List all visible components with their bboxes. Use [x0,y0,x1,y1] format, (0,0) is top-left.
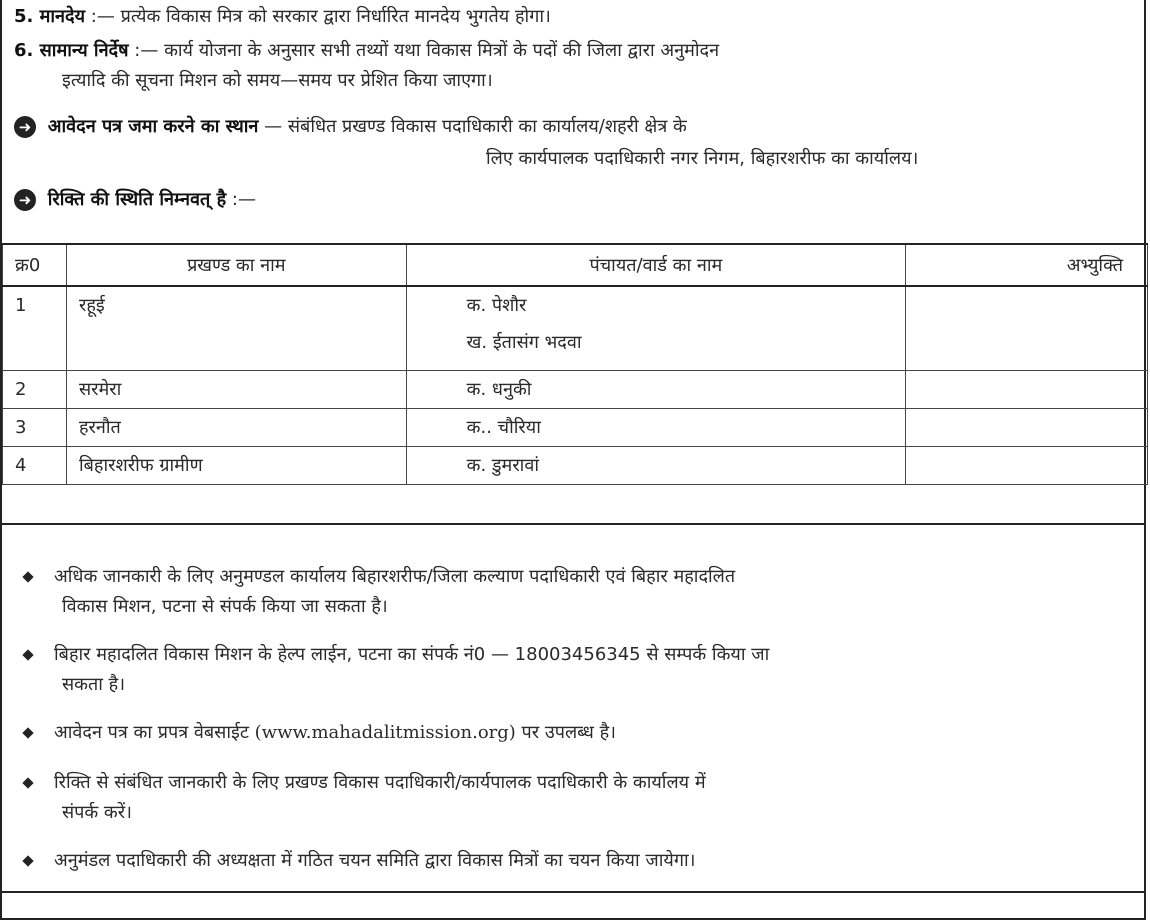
row-remark [906,286,1148,370]
note-helpline [24,642,769,668]
panchayat-item: क.. चौरिया [466,416,541,438]
section-6-text-line1: कार्य योजना के अनुसार सभी तथ्यों यथा विकास मित्रों के पदों की जिला द्वारा अनुमोदन [164,40,720,61]
row-block: सरमेरा [66,370,406,408]
header-remark: अभ्युक्ति [906,244,1148,286]
section-6-text-line2: इत्यादि की सूचना मिशन को समय—समय पर प्रेशित किया जाएगा। [62,70,493,91]
row-serial: 2 [3,370,67,408]
note-more-info [24,564,735,590]
row-serial: 1 [3,286,67,370]
section-6-instructions [14,38,719,64]
section-6-label: 6. सामान्य निर्देष [14,40,129,61]
note-4-line1: रिक्ति से संबंधित जानकारी के लिए प्रखण्ड विकास पदाधिकारी/कार्यपालक पदाधिकारी के कार्यालय में [54,772,706,793]
panchayat-item: क. पेशौर [466,295,527,316]
submission-text-line1: संबंधित प्रखण्ड विकास पदाधिकारी का कार्यालय/शहरी क्षेत्र के [287,116,687,137]
diamond-bullet-icon [22,777,33,788]
row-panchayats [406,408,906,446]
submission-label: आवेदन पत्र जमा करने का स्थान [47,116,259,137]
row-serial: 4 [3,446,67,484]
section-5-separator: :— [90,6,115,27]
table-row [3,370,1148,408]
note-2-line2: सकता है। [62,674,126,695]
section-6-separator: :— [134,40,159,61]
row-remark [906,446,1148,484]
note-selection [24,848,695,874]
row-block: रहूई [66,286,406,370]
note-vacancy-info [24,770,706,796]
panchayat-item: क. धनुकी [466,378,532,400]
row-panchayats [406,370,906,408]
row-remark [906,408,1148,446]
row-block: हरनौत [66,408,406,446]
section-5-honorarium [14,4,551,30]
note-1-line1: अधिक जानकारी के लिए अनुमण्डल कार्यालय बिहारशरीफ/जिला कल्याण पदाधिकारी एवं बिहार महादलित [54,566,736,587]
vacancy-heading-separator: :— [231,189,256,210]
submission-separator: — [264,116,283,137]
row-remark [906,370,1148,408]
arrow-left-icon: ➜ [14,189,36,211]
note-1-line2: विकास मिशन, पटना से संपर्क किया जा सकता है। [62,596,388,617]
submission-place [14,114,687,140]
note-2-line1: बिहार महादलित विकास मिशन के हेल्प लाईन, पटना का संपर्क नं0 — 18003456345 से सम्पर्क किया जा [54,644,770,665]
vacancy-heading-label: रिक्ति की स्थिति निम्नवत् है [47,189,227,210]
row-panchayats [406,446,906,484]
panchayat-item: क. डुमरावां [466,454,540,476]
table-row [3,408,1148,446]
table-row [3,286,1148,370]
bottom-border [2,891,1144,893]
panchayat-item: ख. ईतासंग भदवा [466,332,582,353]
note-3-suffix: पर उपलब्ध है। [521,722,616,743]
table-header-row [3,244,1148,286]
note-5-line1: अनुमंडल पदाधिकारी की अध्यक्षता में गठित चयन समिति द्वारा विकास मित्रों का चयन किया जायेगा। [54,850,696,871]
section-5-text: प्रत्येक विकास मित्र को सरकार द्वारा निर्धारित मानदेय भुगतेय होगा। [120,6,551,27]
row-serial: 3 [3,408,67,446]
diamond-bullet-icon [22,571,33,582]
submission-text-line2: लिए कार्यपालक पदाधिकारी नगर निगम, बिहारशरीफ का कार्यालय। [486,148,919,169]
arrow-left-icon: ➜ [14,116,36,138]
table-bottom-divider [2,523,1144,525]
diamond-bullet-icon [22,649,33,660]
note-website [24,720,616,746]
header-serial: क्र0 [3,244,67,286]
note-3-prefix: आवेदन पत्र का प्रपत्र वेबसाईट [54,722,249,743]
website-link[interactable]: (www.mahadalitmission.org) [254,722,516,743]
vacancy-table [2,243,1148,485]
vacancy-heading [14,187,256,213]
section-5-label: 5. मानदेय [14,6,86,27]
diamond-bullet-icon [22,727,33,738]
header-block-name: प्रखण्ड का नाम [66,244,406,286]
row-block: बिहारशरीफ ग्रामीण [66,446,406,484]
header-panchayat-name: पंचायत/वार्ड का नाम [406,244,906,286]
row-panchayats [406,286,906,370]
diamond-bullet-icon [22,855,33,866]
table-row [3,446,1148,484]
note-4-line2: संपर्क करें। [62,802,132,823]
